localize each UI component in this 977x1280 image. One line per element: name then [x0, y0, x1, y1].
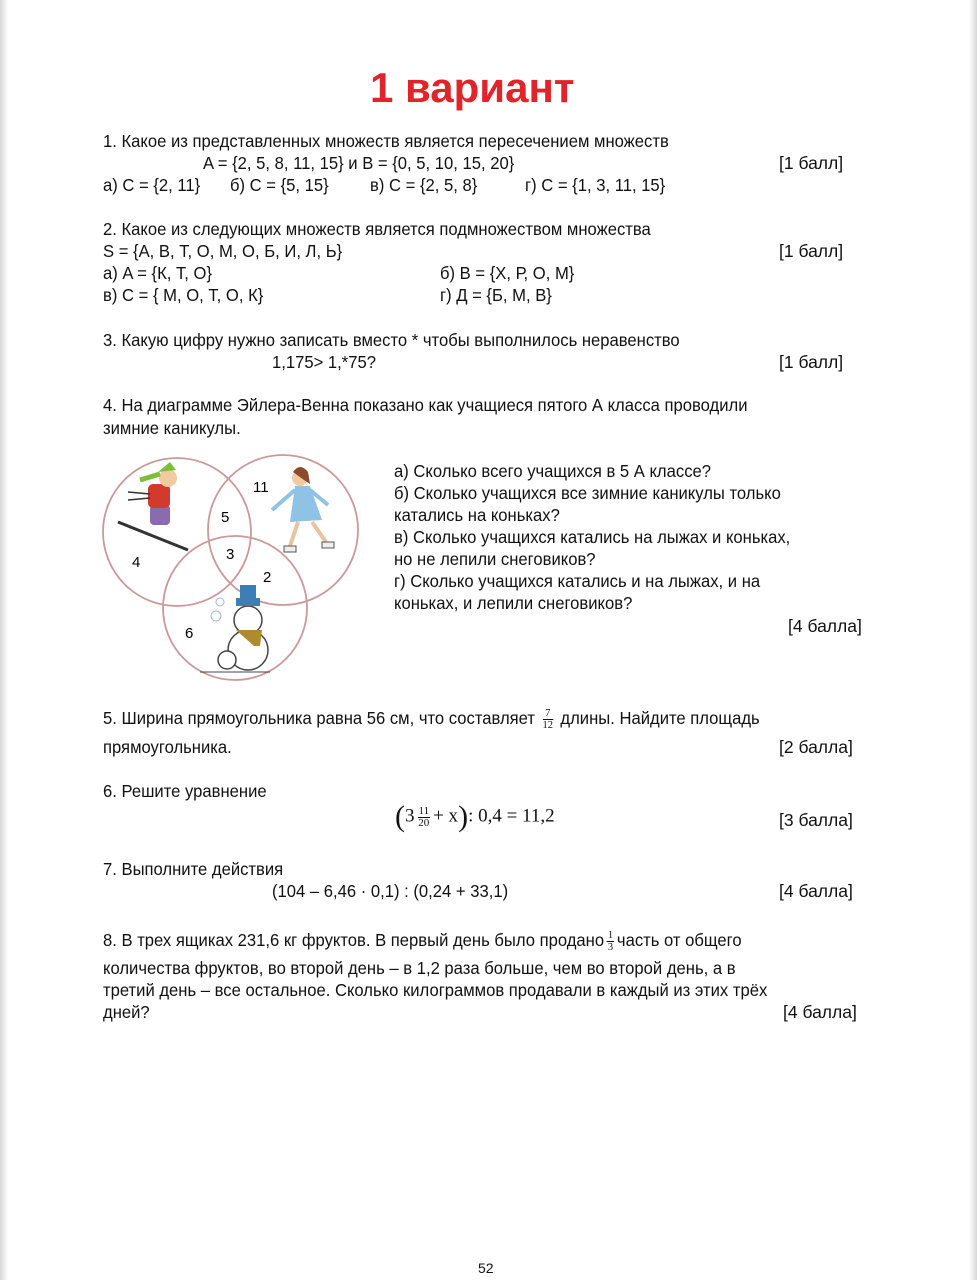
q1-points: [1 балл] — [779, 153, 844, 173]
q8-points: [4 балла] — [783, 1002, 857, 1022]
q6-points: [3 балла] — [779, 810, 853, 830]
q2-option-g: г) Д = {Б, М, В} — [440, 285, 552, 305]
q5-frac-den: 12 — [542, 719, 553, 731]
venn-circle-skis — [103, 458, 251, 606]
q4-question-g-cont: коньках, и лепили снеговиков? — [394, 593, 633, 613]
venn-value-skates-only: 11 — [253, 479, 269, 496]
q1-option-a: а) C = {2, 11} — [103, 175, 201, 195]
q4-points: [4 балла] — [788, 616, 862, 636]
q6-equation — [395, 800, 555, 834]
venn-value-skis-only: 4 — [132, 554, 141, 571]
q1-text: 1. Какое из представленных множеств является пересечением множеств — [103, 131, 669, 151]
q7-text: 7. Выполните действия — [103, 859, 284, 879]
q8-text-line4: дней? — [103, 1002, 150, 1022]
q1-option-b: б) C = {5, 15} — [230, 175, 329, 195]
venn-circle-skates — [208, 455, 358, 605]
q4-question-b-cont: катались на коньках? — [394, 505, 560, 525]
q6-fraction — [418, 806, 431, 829]
q5-text-a: 5. Ширина прямоугольника равна 56 см, что составляет — [103, 708, 535, 729]
q2-option-v: в) C = { М, О, Т, О, К} — [103, 285, 264, 305]
skater-icon — [272, 467, 334, 552]
q8-fraction — [607, 930, 614, 953]
q1-option-g: г) C = {1, 3, 11, 15} — [525, 175, 666, 195]
page-edge-right — [969, 0, 977, 1280]
q8-text-a: 8. В трех ящиках 231,6 кг фруктов. В первый день было продано — [103, 930, 605, 951]
q8-text-line3: третий день – все остальное. Сколько килограммов продавали в каждый из этих трёх — [103, 980, 768, 1000]
q2-option-a: а) A = {К, Т, О} — [103, 263, 213, 283]
q4-question-g: г) Сколько учащихся катались и на лыжах, и на — [394, 571, 761, 591]
q3-inequality: 1,175> 1,*75? — [272, 352, 377, 372]
q1-sets: A = {2, 5, 8, 11, 15} и B = {0, 5, 10, 15, 20} — [203, 153, 515, 173]
q2-set: S = {А, В, Т, О, М, О, Б, И, Л, Ь} — [103, 241, 343, 261]
q5-text-line2: прямоугольника. — [103, 737, 232, 757]
q4-text-line1: 4. На диаграмме Эйлера-Венна показано как учащиеся пятого А класса проводили — [103, 395, 748, 415]
q4-question-b: б) Сколько учащихся все зимние каникулы только — [394, 483, 781, 503]
page-title: 1 вариант — [370, 64, 575, 111]
q6-rhs: : 0,4 = 11,2 — [468, 805, 555, 827]
venn-value-skis-skates: 5 — [221, 509, 230, 526]
q5-frac-num: 7 — [542, 708, 552, 720]
q7-points: [4 балла] — [779, 881, 853, 901]
q7-expression: (104 – 6,46 · 0,1) : (0,24 + 33,1) — [272, 881, 509, 901]
q4-text-line2: зимние каникулы. — [103, 418, 241, 438]
q3-text: 3. Какую цифру нужно записать вместо * чтобы выполнилось неравенство — [103, 330, 680, 350]
q4-question-v-cont: но не лепили снеговиков? — [394, 549, 596, 569]
q6-paren-close: ) — [458, 800, 469, 833]
q1-option-v: в) C = {2, 5, 8} — [370, 175, 478, 195]
page-edge-left — [0, 0, 8, 1280]
q8-text-line1 — [103, 930, 742, 953]
q4-question-v: в) Сколько учащихся катались на лыжах и коньках, — [394, 527, 791, 547]
q6-paren-open: ( — [395, 800, 405, 833]
q6-text: 6. Решите уравнение — [103, 781, 267, 801]
q8-text-line2: количества фруктов, во второй день – в 1,2 раза больше, чем во второй день, а в — [103, 958, 736, 978]
q5-text-line1 — [103, 708, 760, 731]
q3-points: [1 балл] — [779, 352, 844, 372]
q5-points: [2 балла] — [779, 737, 853, 757]
venn-diagram — [90, 450, 390, 690]
page-number: 52 — [478, 1260, 494, 1276]
q5-fraction — [542, 708, 552, 731]
q5-text-b: длины. Найдите площадь — [560, 708, 760, 729]
q6-rest: + x — [433, 805, 459, 827]
q6-whole: 3 — [405, 805, 415, 827]
q2-option-b: б) B = {Х, Р, О, М} — [440, 263, 575, 283]
q2-points: [1 балл] — [779, 241, 844, 261]
venn-value-snowman-only: 6 — [185, 625, 194, 642]
q8-frac-num: 1 — [607, 929, 614, 941]
venn-value-all-three: 3 — [226, 546, 235, 563]
q8-text-b: часть от общего — [616, 930, 742, 951]
q4-question-a: а) Сколько всего учащихся в 5 А классе? — [394, 461, 712, 481]
q2-text: 2. Какое из следующих множеств является подмножеством множества — [103, 219, 651, 239]
q6-frac-num: 11 — [418, 804, 430, 817]
q8-frac-den: 3 — [607, 941, 614, 953]
venn-value-skates-snowman: 2 — [263, 569, 272, 586]
q6-frac-den: 20 — [418, 816, 430, 829]
